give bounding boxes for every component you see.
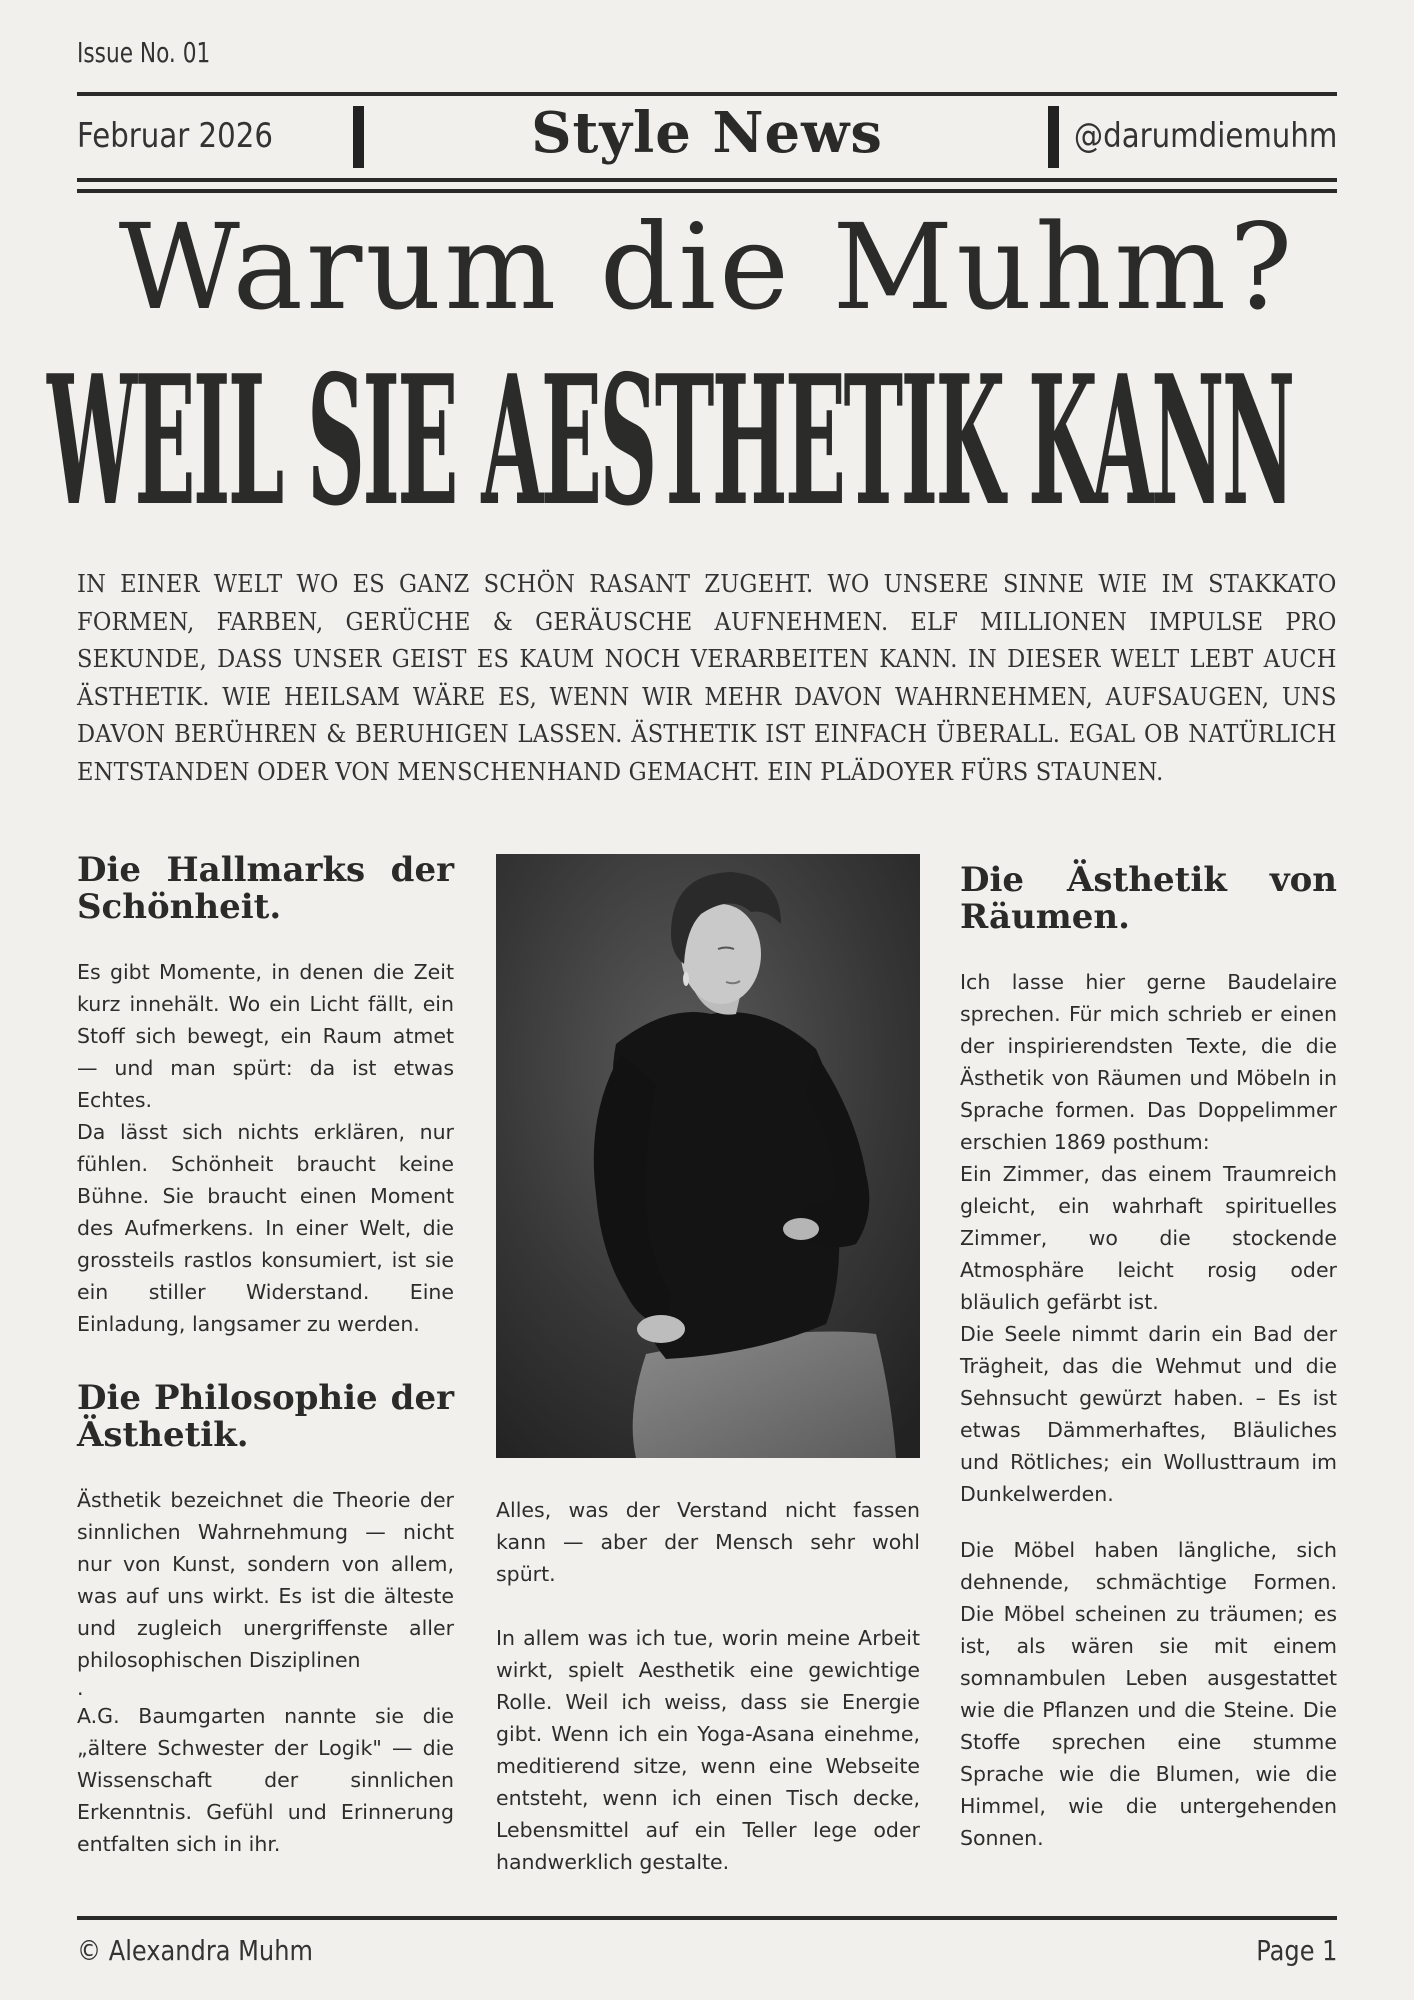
portrait-photo [496,854,920,1458]
masthead-divider-right [1048,106,1059,168]
heading-line: Ästhetik. [77,1415,249,1455]
paragraph: Es gibt Momente, in denen die Zeit kurz innehält. Wo ein Licht fällt, ein Stoff sich bewegt, ein Raum atmet — und man spürt: da ist etwas Echtes. [77,960,454,1112]
paragraph: In allem was ich tue, worin meine Arbeit wirkt, spielt Aesthetik eine gewichtige Rolle. Weil ich weiss, dass sie Energie gibt. Wenn ich ein Yoga-Asana einehme, meditierend sitze, wenn eine Webseite entsteht, wenn ich einen Tisch decke, Lebensmittel auf ein Teller lege oder handwerklich gestalte. [496,1626,920,1874]
heading-line: Die Philosophie der [77,1378,454,1418]
issue-number: Issue No. 01 [77,36,211,69]
section-heading-philosophie [77,1380,454,1454]
intro-paragraph [77,566,1337,791]
section-heading-raeume [960,862,1337,936]
middle-column-text [496,1494,920,1878]
brand-title: Style News [531,100,883,166]
paragraph: Die Möbel haben längliche, sich dehnende, schmächtige Formen. Die Möbel scheinen zu träumen; es ist, als wären sie mit einem somnambulen Leben ausgestattet wie die Pflanzen und die Steine. Die Stoffe sprechen eine stumme Sprache wie die Blumen, wie die Himmel, wie die untergehenden Sonnen. [960,1538,1337,1850]
copyright: © Alexandra Muhm [77,1934,313,1967]
paragraph: A.G. Baumgarten nannte sie die „ältere Schwester der Logik" — die Wissenschaft der sinnlichen Erkenntnis. Gefühl und Erinnerung entfalten sich in ihr. [77,1704,454,1856]
portrait-illustration [496,854,920,1458]
headline-question: Warum die Muhm? [118,198,1296,336]
heading-line: Räumen. [960,897,1130,937]
heading-line: Die Hallmarks der [77,850,454,890]
masthead-divider-left [353,106,364,168]
masthead-rule-2 [77,189,1337,193]
paragraph: Alles, was der Verstand nicht fassen kann — aber der Mensch sehr wohl spürt. [496,1498,920,1586]
paragraph: Ein Zimmer, das einem Traumreich gleicht, ein wahrhaft spirituelles Zimmer, wo die stockende Atmosphäre leicht rosig oder bläulich gefärbt ist. [960,1162,1337,1314]
paragraph: Ästhetik bezeichnet die Theorie der sinnlichen Wahrnehmung — nicht nur von Kunst, sondern von allem, was auf uns wirkt. Es ist die älteste und zugleich unergriffenste aller philosophischen Disziplinen [77,1488,454,1672]
headline-main: WEIL SIE AESTHETIK KANN [47,336,1293,545]
section-heading-hallmarks [77,852,454,926]
footer-rule [77,1916,1337,1920]
paragraph: Da lässt sich nichts erklären, nur fühlen. Schönheit braucht keine Bühne. Sie braucht einen Moment des Aufmerkens. In einer Welt, die grossteils rastlos konsumiert, ist sie ein stiller Widerstand. Eine Einladung, langsamer zu werden. [77,1120,454,1336]
intro-text: IN EINER WELT WO ES GANZ SCHÖN RASANT ZUGEHT. WO UNSERE SINNE WIE IM STAKKATO FORMEN, FARBEN, GERÜCHE & GERÄUSCHE AUFNEHMEN. ELF MILLIONEN IMPULSE PRO SEKUNDE, DASS UNSER GEIST ES KAUM NOCH VERARBEITEN KANN. IN DIESER WELT LEBT AUCH ÄSTHETIK. WIE HEILSAM WÄRE ES, WENN WIR MEHR DAVON WAHRNEHMEN, AUFSAUGEN, UNS DAVON BERÜHREN & BERUHIGEN LASSEN. ÄSTHETIK IST EINFACH ÜBERALL. EGAL OB NATÜRLICH ENTSTANDEN ODER VON MENSCHENHAND GEMACHT. EIN PLÄDOYER FÜRS STAUNEN. [77,570,1337,786]
issue-date: Februar 2026 [77,116,273,156]
social-handle: @darumdiemuhm [1073,116,1337,156]
left-column [77,852,454,1860]
paragraph: Die Seele nimmt darin ein Bad der Trägheit, das die Wehmut und die Sehnsucht gewürzt haben. – Es ist etwas Dämmerhaftes, Bläuliches und Rötliches; ein Wollusttraum im Dunkelwerden. [960,1322,1337,1506]
heading-line: Schönheit. [77,887,282,927]
page-number: Page 1 [1255,1934,1337,1967]
heading-line: Die Ästhetik von [960,860,1337,900]
top-rule [77,92,1337,96]
masthead-rule-1 [77,178,1337,182]
paragraph: Ich lasse hier gerne Baudelaire sprechen. Für mich schrieb er einen der inspirierendsten Texte, die die Ästhetik von Räumen und Möbeln in Sprache formen. Das Doppelimmer erschien 1869 posthum: [960,970,1337,1154]
right-column [960,862,1337,1854]
paragraph-dot: . [77,1676,84,1700]
